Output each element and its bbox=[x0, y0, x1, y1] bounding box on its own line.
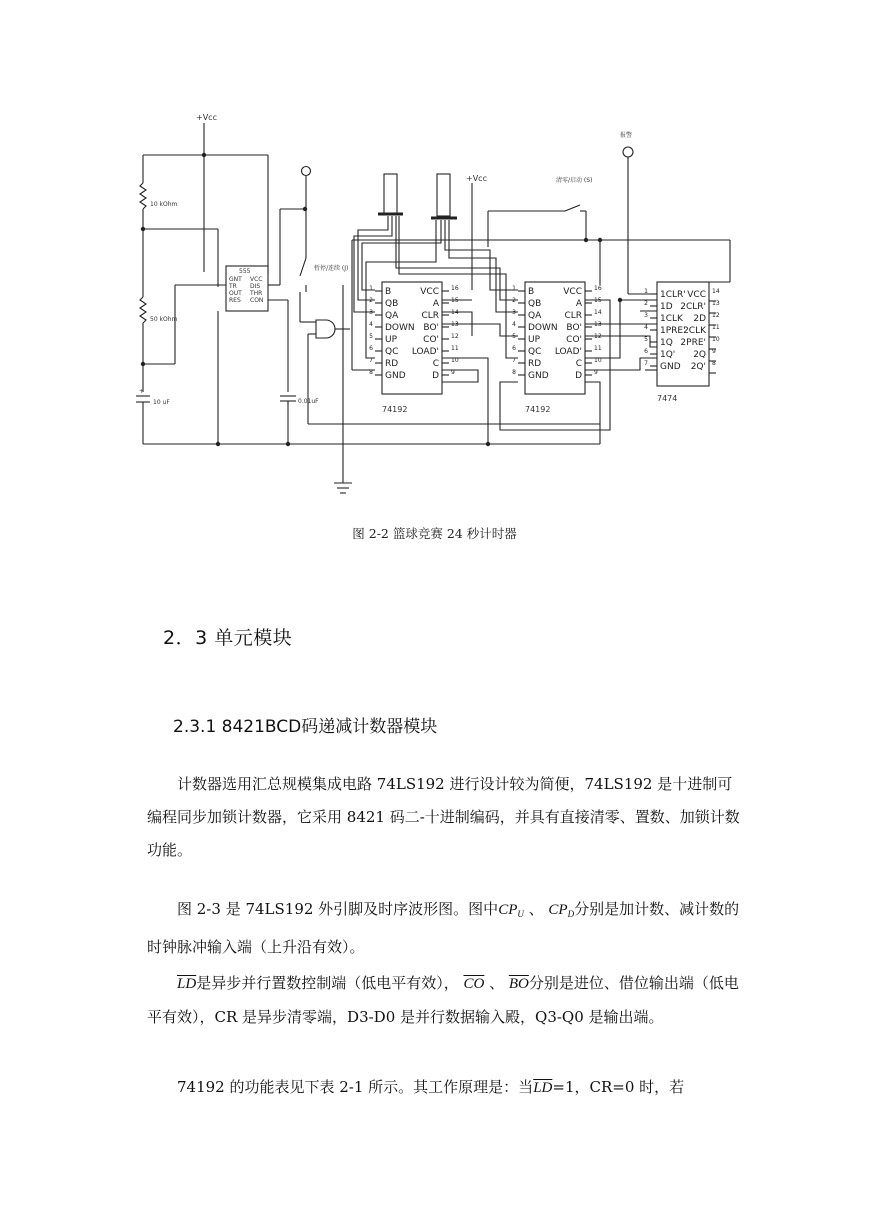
counter1-right-pin: BO' bbox=[423, 323, 439, 333]
counter2-left-pin-number: 3 bbox=[512, 309, 516, 316]
flipflop-right-pin-number: 12 bbox=[712, 312, 720, 319]
counter2-left-pin: QB bbox=[528, 299, 542, 309]
flipflop-left-pin-number: 7 bbox=[644, 360, 648, 367]
counter1-left-pin: B bbox=[385, 287, 392, 297]
svg-text:CON: CON bbox=[250, 297, 264, 304]
svg-text:GNT: GNT bbox=[229, 276, 242, 283]
flipflop-right-pin: 2PRE' bbox=[680, 338, 706, 348]
counter1-right-pin-number: 15 bbox=[451, 297, 459, 304]
flipflop-right-pin: 2Q' bbox=[690, 362, 706, 372]
flipflop-left-pin: GND bbox=[660, 362, 681, 372]
counter1-left-pin-number: 8 bbox=[369, 369, 373, 376]
counter2-right-pin-number: 16 bbox=[594, 285, 602, 292]
paragraph-3: $\overline{LD}$是异步并行置数控制端（低电平有效）， $\overline{CO}$ 、 $\overline{BO}$分别是进位、借位输出端（低电平有效），CR 是异步清零端，D3-D0 是并行数据输入殿，Q3-Q0 是输出端。 bbox=[147, 974, 739, 1026]
display-2 bbox=[437, 174, 450, 216]
counter2-left-pin: RD bbox=[528, 359, 542, 369]
counter2-left-pin: B bbox=[528, 287, 535, 297]
counter2-right-pin: BO' bbox=[566, 323, 582, 333]
timer-name: 555 bbox=[239, 268, 251, 275]
counter1-left-pin: UP bbox=[385, 335, 398, 345]
counter2-left-pin: DOWN bbox=[528, 323, 558, 333]
counter1-right-pin: VCC bbox=[420, 287, 439, 297]
cp-d-symbol: $CP_D$ bbox=[548, 902, 575, 919]
counter1-left-pin: QB bbox=[385, 299, 399, 309]
resistor-r2-symbol bbox=[140, 297, 146, 323]
ld-symbol-2: $\overline{LD}$ bbox=[533, 1080, 553, 1096]
counter2-left-pin-number: 2 bbox=[512, 297, 516, 304]
counter2-right-pin-number: 13 bbox=[594, 321, 602, 328]
flipflop-left-pin-number: 5 bbox=[644, 336, 648, 343]
counter2-left-pin-number: 8 bbox=[512, 369, 516, 376]
flipflop-left-pin: 1Q bbox=[660, 338, 673, 348]
bo-symbol: $\overline{BO}$ bbox=[508, 976, 529, 992]
flipflop-left-pin-number: 2 bbox=[644, 300, 648, 307]
counter2-right-pin-number: 12 bbox=[594, 333, 602, 340]
counter2-left-pin: QC bbox=[528, 347, 542, 357]
alarm-label: 报警 bbox=[620, 132, 633, 139]
counter1-left-pin: RD bbox=[385, 359, 399, 369]
flipflop-right-pin: 2Q bbox=[693, 350, 706, 360]
flipflop-left-pin-number: 3 bbox=[644, 312, 648, 319]
counter1-left-pin: QA bbox=[385, 311, 399, 321]
counter2-right-pin-number: 14 bbox=[594, 309, 602, 316]
flipflop-right-pin-number: 8 bbox=[712, 360, 716, 367]
flipflop-right-pin-number: 14 bbox=[712, 288, 720, 295]
counter1-left-pin: QC bbox=[385, 347, 399, 357]
counter2-left-pin: QA bbox=[528, 311, 542, 321]
counter2-right-pin: CO' bbox=[566, 335, 582, 345]
alarm-terminal bbox=[623, 147, 633, 157]
counter2-left-pin: GND bbox=[528, 371, 549, 381]
svg-text:74192: 74192 bbox=[382, 405, 408, 414]
svg-text:74192: 74192 bbox=[525, 405, 551, 414]
flipflop-left-pin: 1PRE' bbox=[660, 326, 686, 336]
svg-text:DIS: DIS bbox=[250, 283, 261, 290]
flipflop-left-pin: 1D bbox=[660, 302, 673, 312]
flipflop-right-pin-number: 10 bbox=[712, 336, 720, 343]
and-gate-symbol bbox=[316, 320, 335, 338]
svg-text:+: + bbox=[139, 388, 145, 395]
reset-switch-label: 清零/启动 (S) bbox=[556, 177, 593, 184]
counter1-left-pin-number: 7 bbox=[369, 357, 373, 364]
counter1-right-pin-number: 16 bbox=[451, 285, 459, 292]
vcc-top-label: +Vcc bbox=[196, 113, 217, 122]
svg-text:OUT: OUT bbox=[229, 290, 242, 297]
counter1-left-pin: DOWN bbox=[385, 323, 415, 333]
counter2-right-pin: A bbox=[575, 299, 582, 309]
paragraph-4: 74192 的功能表见下表 2-1 所示。其工作原理是：当$\overline{LD}=1$，CR=0 时，若 bbox=[177, 1078, 685, 1096]
counter1-left-pin-number: 2 bbox=[369, 297, 373, 304]
cp-u-symbol: $CP_U$ bbox=[498, 902, 524, 919]
svg-text:7474: 7474 bbox=[657, 394, 678, 403]
flipflop-left-pin-number: 6 bbox=[644, 348, 648, 355]
counter2-left-pin-number: 6 bbox=[512, 345, 516, 352]
svg-text:TR: TR bbox=[229, 283, 237, 290]
flipflop-right-pin-number: 9 bbox=[712, 348, 716, 355]
subsection-heading: 2.3.1 8421BCD码递减计数器模块 bbox=[173, 717, 438, 737]
flipflop-right-pin: 2D bbox=[693, 314, 706, 324]
counter2-right-pin: LOAD' bbox=[554, 347, 582, 357]
r2-label: 50 kOhm bbox=[150, 316, 178, 323]
svg-text:VCC: VCC bbox=[250, 276, 263, 283]
co-symbol: $\overline{CO}$ bbox=[463, 976, 485, 992]
figure-caption: 图 2-2 篮球竞赛 24 秒计时器 bbox=[352, 526, 517, 541]
counter1-left-pin-number: 1 bbox=[369, 285, 373, 292]
counter1-right-pin-number: 13 bbox=[451, 321, 459, 328]
counter2-right-pin-number: 9 bbox=[594, 369, 598, 376]
counter2-right-pin-number: 11 bbox=[594, 345, 602, 352]
counter1-left-pin-number: 5 bbox=[369, 333, 373, 340]
counter2-right-pin-number: 10 bbox=[594, 357, 602, 364]
counter1-left-pin-number: 3 bbox=[369, 309, 373, 316]
counter2-left-pin-number: 4 bbox=[512, 321, 516, 328]
paragraph-1: 计数器选用汇总规模集成电路 74LS192 进行设计较为简便，74LS192 是十进制可编程同步加锁计数器，它采用 8421 码二-十进制编码，并具有直接清零、置数、加锁计数功能。 bbox=[147, 775, 740, 859]
flipflop-right-pin-number: 13 bbox=[712, 300, 720, 307]
counter2-right-pin: VCC bbox=[563, 287, 582, 297]
counter1-left-pin-number: 6 bbox=[369, 345, 373, 352]
flipflop-left-pin-number: 1 bbox=[644, 288, 648, 295]
counter2-left-pin-number: 5 bbox=[512, 333, 516, 340]
section-heading: 2．3 单元模块 bbox=[163, 627, 293, 649]
svg-text:THR: THR bbox=[250, 290, 263, 297]
flipflop-left-pin: 1Q' bbox=[660, 350, 676, 360]
counter1-right-pin-number: 10 bbox=[451, 357, 459, 364]
paragraph-2: 图 2-3 是 74LS192 外引脚及时序波形图。图中$CP_U$ 、 $CP_D$分别是加计数、减计数的时钟脉冲输入端（上升沿有效）。 bbox=[147, 900, 740, 956]
resistor-r1-symbol bbox=[140, 183, 146, 209]
display-1 bbox=[384, 174, 397, 214]
flipflop-right-pin: 2CLR' bbox=[680, 302, 706, 312]
r1-label: 10 kOhm bbox=[150, 201, 178, 208]
flipflop-left-pin: 1CLR' bbox=[660, 290, 686, 300]
counter2-left-pin-number: 7 bbox=[512, 357, 516, 364]
flipflop-left-pin: 1CLK bbox=[660, 314, 683, 324]
counter1-left-pin: GND bbox=[385, 371, 406, 381]
flipflop-left-pin-number: 4 bbox=[644, 324, 648, 331]
counter2-left-pin: UP bbox=[528, 335, 541, 345]
counter1-right-pin-number: 9 bbox=[451, 369, 455, 376]
counter1-right-pin: LOAD' bbox=[411, 347, 439, 357]
flipflop-right-pin: VCC bbox=[687, 290, 706, 300]
counter2-right-pin: C bbox=[575, 359, 582, 369]
svg-text:RES: RES bbox=[229, 297, 241, 304]
c2-label: 0.01uF bbox=[298, 398, 319, 405]
counter1-right-pin: D bbox=[432, 371, 439, 381]
counter1-right-pin-number: 14 bbox=[451, 309, 459, 316]
pause-terminal bbox=[302, 167, 311, 176]
counter1-right-pin-number: 11 bbox=[451, 345, 459, 352]
ld-symbol: $\overline{LD}$ bbox=[177, 976, 197, 992]
vcc-mid-label: +Vcc bbox=[466, 174, 487, 183]
counter1-right-pin-number: 12 bbox=[451, 333, 459, 340]
counter2-right-pin: D bbox=[575, 371, 582, 381]
flipflop-right-pin-number: 11 bbox=[712, 324, 720, 331]
counter2-left-pin-number: 1 bbox=[512, 285, 516, 292]
c1-label: 10 uF bbox=[153, 399, 170, 406]
counter2-right-pin-number: 15 bbox=[594, 297, 602, 304]
counter1-left-pin-number: 4 bbox=[369, 321, 373, 328]
counter1-right-pin: C bbox=[432, 359, 439, 369]
counter1-right-pin: CO' bbox=[423, 335, 439, 345]
counter1-right-pin: CLR bbox=[421, 311, 439, 321]
counter1-right-pin: A bbox=[432, 299, 439, 309]
pause-switch-label: 暂停/连续 (J) bbox=[314, 265, 349, 272]
counter2-right-pin: CLR bbox=[564, 311, 582, 321]
circuit-schematic bbox=[0, 0, 869, 510]
flipflop-right-pin: 2CLK bbox=[683, 326, 706, 336]
